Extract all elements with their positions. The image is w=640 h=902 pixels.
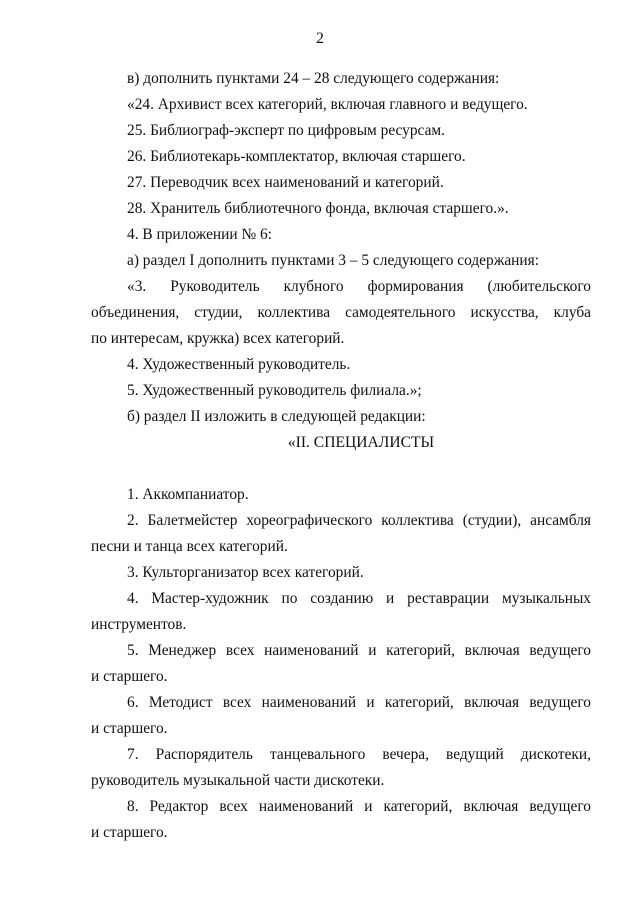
list-item-line: и старшего. xyxy=(91,720,168,737)
paragraph-item-26: 26. Библиотекарь-комплектатор, включая старшего. xyxy=(127,148,466,165)
list-item: 1. Аккомпаниатор. xyxy=(127,486,249,503)
list-item-line: 6. Методист всех наименований и категорий, включая ведущего xyxy=(127,694,591,711)
list-item-line: инструментов. xyxy=(91,616,187,633)
page-number: 2 xyxy=(316,30,324,47)
paragraph-item-25: 25. Библиограф-эксперт по цифровым ресурсам. xyxy=(127,122,445,139)
paragraph-section-i: а) раздел I дополнить пунктами 3 – 5 следующего содержания: xyxy=(127,252,539,269)
list-item xyxy=(91,586,591,638)
list-item xyxy=(91,742,591,794)
paragraph-item-3 xyxy=(91,274,591,352)
list-item-line: 8. Редактор всех наименований и категорий, включая ведущего xyxy=(127,798,591,815)
paragraph-item-4: 4. Художественный руководитель. xyxy=(127,356,351,373)
list-item-line: и старшего. xyxy=(91,668,168,685)
document-body xyxy=(91,66,591,846)
list-item-line: 4. Мастер-художник по созданию и реставрации музыкальных xyxy=(127,590,591,607)
list-item-line: 5. Менеджер всех наименований и категорий, включая ведущего xyxy=(127,642,591,659)
spacer xyxy=(91,456,591,482)
paragraph-amend-v: в) дополнить пунктами 24 – 28 следующего содержания: xyxy=(127,70,500,87)
list-item xyxy=(91,508,591,560)
list-item xyxy=(91,638,591,690)
section-heading: «II. СПЕЦИАЛИСТЫ xyxy=(287,434,435,451)
list-item-line: 7. Распорядитель танцевального вечера, ведущий дискотеки, xyxy=(127,746,591,763)
paragraph-item-27: 27. Переводчик всех наименований и категорий. xyxy=(127,174,444,191)
paragraph-line: «3. Руководитель клубного формирования (любительского xyxy=(127,278,591,295)
list-item-line: песни и танца всех категорий. xyxy=(91,538,288,555)
paragraph-item-28: 28. Хранитель библиотечного фонда, включая старшего.». xyxy=(127,200,509,217)
list-item xyxy=(91,794,591,846)
paragraph-item-24: «24. Архивист всех категорий, включая главного и ведущего. xyxy=(127,96,528,113)
paragraph-line: по интересам, кружка) всех категорий. xyxy=(91,330,345,347)
paragraph-item-5: 5. Художественный руководитель филиала.»; xyxy=(127,382,422,399)
paragraph-section-ii: б) раздел II изложить в следующей редакции: xyxy=(127,408,426,425)
paragraph-line: объединения, студии, коллектива самодеятельного искусства, клуба xyxy=(91,304,591,321)
paragraph-appendix-6: 4. В приложении № 6: xyxy=(127,226,272,243)
list-item-line: руководитель музыкальной части дискотеки. xyxy=(91,772,385,789)
list-item xyxy=(91,690,591,742)
list-item-line: и старшего. xyxy=(91,824,168,841)
list-item-line: 2. Балетмейстер хореографического коллектива (студии), ансамбля xyxy=(127,512,591,529)
list-item: 3. Культорганизатор всех категорий. xyxy=(127,564,364,581)
